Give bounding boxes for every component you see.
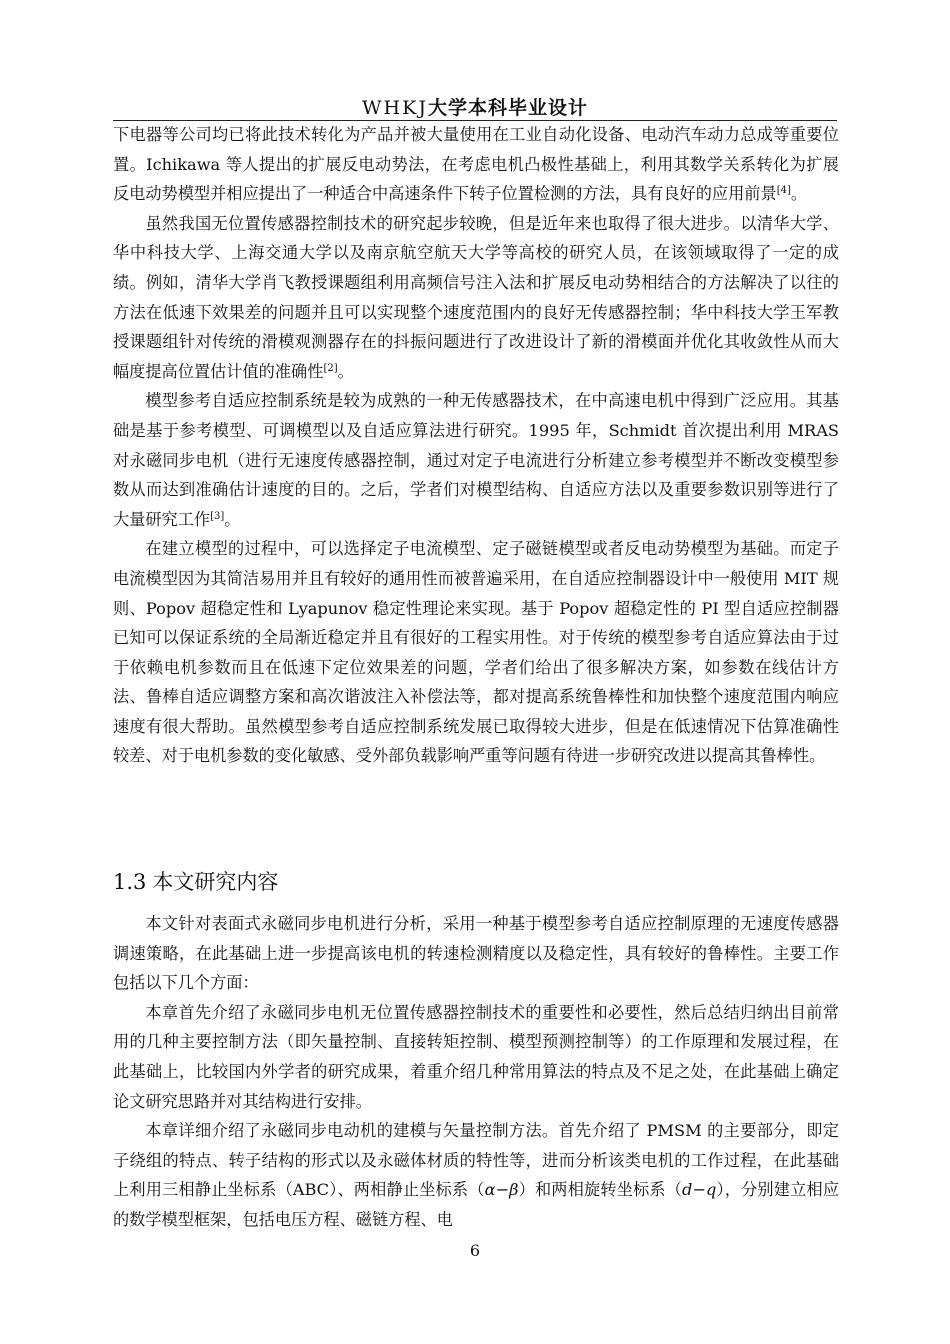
body-text [113, 120, 839, 771]
paragraph-text: 模型参考自适应控制系统是较为成熟的一种无传感器技术，在中高速电机中得到广泛应用。其基础是基于参考模型、可调模型以及自适应算法进行研究。1995 年，Schmidt 首次提出利用 MRAS 对永磁同步电机（进行无速度传感器控制，通过对定子电流进行分析建立参考模型并不断改变模型参数从而达到准确估计速度的目的。之后，学者们对模型结构、自适应方法以及重要参数识别等进行了大量研究工作 [113, 391, 839, 529]
paragraph-text: ）和两相旋转坐标系（ [518, 1180, 683, 1200]
section-body [113, 909, 839, 1235]
page-header [0, 93, 950, 120]
paragraph-text: 虽然我国无位置传感器控制技术的研究起步较晚，但是近年来也取得了很大进步。以清华大学、华中科技大学、上海交通大学以及南京航空航天大学等高校的研究人员，在该领域取得了一定的成绩。例如，清华大学肖飞教授课题组利用高频信号注入法和扩展反电动势相结合的方法解决了以往的方法在低速下效果差的问题并且可以实现整个速度范围内的良好无传感器控制；华中科技大学王军教授课题组针对传统的滑模观测器存在的抖振问题进行了改进设计了新的滑模面并优化其收敛性从而大幅度提高位置估计值的准确性 [113, 213, 839, 381]
paragraph [113, 386, 839, 534]
header-title: 大学本科毕业设计 [427, 97, 588, 119]
math-symbol: α−β [484, 1180, 519, 1200]
paragraph [113, 209, 839, 387]
section-heading [113, 866, 278, 896]
paragraph: 本章首先介绍了永磁同步电机无位置传感器控制技术的重要性和必要性，然后总结归纳出目前常用的几种主要控制方法（即矢量控制、直接转矩控制、模型预测控制等）的工作原理和发展过程，在此基础上，比较国内外学者的研究成果，着重介绍几种常用算法的特点及不足之处，在此基础上确定论文研究思路并对其结构进行安排。 [113, 1002, 839, 1111]
paragraph [113, 1116, 839, 1234]
paragraph-end: 。 [337, 361, 354, 381]
section-number: 1.3 [113, 870, 147, 894]
paragraph-text: ），分别建立相应的数学模型框架，包括电压方程、磁链方程、电 [113, 1180, 840, 1229]
math-symbol: d−q [682, 1180, 717, 1200]
paragraph: 本文针对表面式永磁同步电机进行分析，采用一种基于模型参考自适应控制原理的无速度传感器调速策略，在此基础上进一步提高该电机的转速检测精度以及稳定性，具有较好的鲁棒性。主要工作包括以下几个方面： [113, 914, 839, 993]
paragraph [113, 120, 839, 209]
page-number: 6 [469, 1241, 481, 1260]
section-title: 本文研究内容 [152, 870, 279, 894]
paragraph-text: 本章详细介绍了永磁同步电动机的建模与矢量控制方法。首先介绍了 PMSM 的主要部分，即定子绕组的特点、转子结构的形式以及永磁体材质的特性等，进而分析该类电机的工作过程，在此基础上利用三相静止坐标系（ABC）、两相静止坐标系（ [113, 1121, 839, 1200]
paragraph-end: 。 [224, 509, 241, 529]
citation: [4] [776, 185, 791, 197]
citation: [3] [210, 510, 225, 522]
paragraph-end: 。 [790, 184, 808, 204]
paragraph [113, 534, 839, 771]
header-code: WHKJ [362, 97, 428, 119]
citation: [2] [323, 362, 338, 374]
paragraph-text: 下电器等公司均已将此技术转化为产品并被大量使用在工业自动化设备、电动汽车动力总成等重要位置。Ichikawa 等人提出的扩展反电动势法，在考虑电机凸极性基础上，利用其数学关系转化为扩展反电动势模型并相应提出了一种适合中高速条件下转子位置检测的方法，具有良好的应用前景 [113, 125, 839, 204]
paragraph-text: 在建立模型的过程中，可以选择定子电流模型、定子磁链模型或者反电动势模型为基础。而定子电流模型因为其简洁易用并且有较好的通用性而被普遍采用，在自适应控制器设计中一般使用 MIT 规则、Popov 超稳定性和 Lyapunov 稳定性理论来实现。基于 Popov 超稳定性的 PI 型自适应控制器已知可以保证系统的全局渐近稳定并且有很好的工程实用性。对于传统的模型参考自适应算法由于过于依赖电机参数而且在低速下定位效果差的问题，学者们给出了很多解决方案，如参数在线估计方法、鲁棒自适应调整方案和高次谐波注入补偿法等，都对提高系统鲁棒性和加快整个速度范围内响应速度有很大帮助。虽然模型参考自适应控制系统发展已取得较大进步，但是在低速情况下估算准确性较差、对于电机参数的变化敏感、受外部负载影响严重等问题有待进一步研究改进以提高其鲁棒性。 [113, 539, 839, 766]
